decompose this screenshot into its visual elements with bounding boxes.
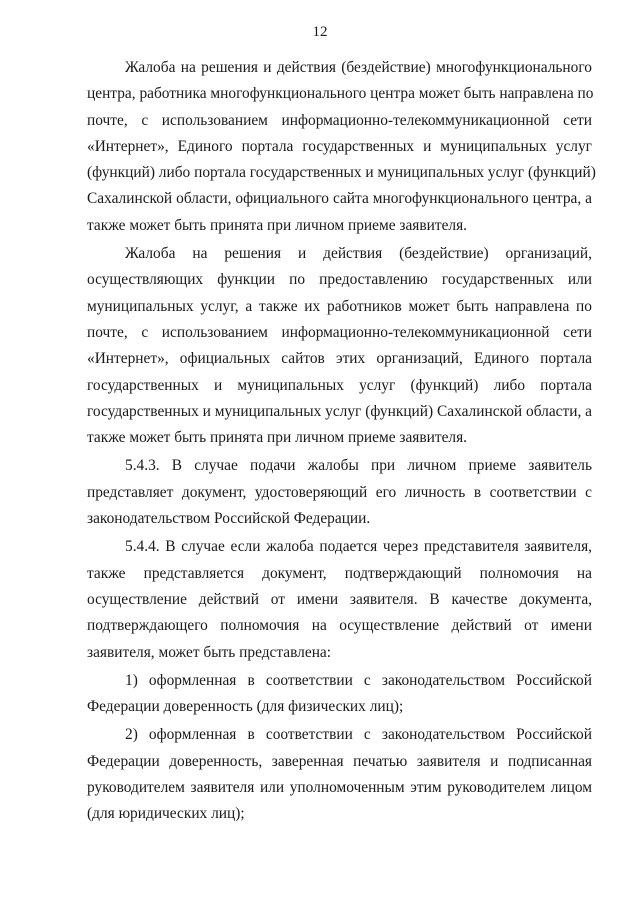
text-line: почте, с использованием информационно-телекоммуникационной сети	[87, 323, 592, 341]
text-line: подтверждающего полномочия на осуществление действий от имени	[87, 617, 592, 635]
text-line: представляет документ, удостоверяющий его личность в соответствии с	[87, 483, 592, 501]
text-line: почте, с использованием информационно-телекоммуникационной сети	[87, 111, 592, 129]
text-line: Сахалинской области, официального сайта многофункционального центра, а	[87, 190, 592, 208]
list-item-2	[87, 722, 592, 827]
text-line: осуществление действий от имени заявителя. В качестве документа,	[87, 590, 592, 608]
text-line: осуществляющих функции по предоставлению государственных или	[87, 271, 592, 289]
text-line: 2) оформленная в соответствии с законодательством Российской	[125, 726, 592, 744]
text-line: «Интернет», официальных сайтов этих организаций, Единого портала	[87, 350, 592, 368]
text-line: (функций) либо портала государственных и муниципальных услуг (функций)	[87, 164, 596, 182]
text-line: 5.4.4. В случае если жалоба подается через представителя заявителя,	[125, 538, 592, 556]
text-line: государственных и муниципальных услуг (функций) либо портала	[87, 376, 592, 394]
list-item-1	[87, 668, 592, 721]
text-line: заявителя, может быть представлена:	[87, 643, 332, 661]
document-body	[87, 55, 596, 830]
text-line: Жалоба на решения и действия (бездействие) многофункционального	[125, 59, 592, 76]
text-line: «Интернет», Единого портала государственных и муниципальных услуг	[87, 137, 592, 155]
text-line: 5.4.3. В случае подачи жалобы при личном приеме заявитель	[125, 457, 592, 475]
text-line: государственных и муниципальных услуг (функций) Сахалинской области, а	[87, 402, 592, 420]
text-line: также может быть принята при личном приеме заявителя.	[87, 216, 468, 234]
text-line: муниципальных услуг, а также их работников может быть направлена по	[87, 297, 592, 315]
paragraph-complaint-organizations	[87, 241, 592, 451]
text-line: Федерации доверенность (для физических лиц);	[87, 698, 404, 716]
text-line: центра, работника многофункционального центра может быть направлена по	[87, 85, 594, 103]
text-line: законодательством Российской Федерации.	[87, 510, 371, 528]
text-line: также может быть принята при личном приеме заявителя.	[87, 429, 468, 447]
paragraph-complaint-mfc	[87, 55, 596, 239]
text-line: руководителем заявителя или уполномоченным этим руководителем лицом	[87, 779, 592, 797]
page-number: 12	[312, 24, 328, 40]
paragraph-5-4-4	[87, 534, 592, 665]
text-line: (для юридических лиц);	[87, 805, 245, 823]
text-line: Федерации доверенность, заверенная печатью заявителя и подписанная	[87, 752, 592, 770]
paragraph-5-4-3	[87, 453, 592, 532]
text-line: Жалоба на решения и действия (бездействие) организаций,	[125, 245, 592, 263]
text-line: также представляется документ, подтверждающий полномочия на	[87, 564, 592, 582]
text-line: 1) оформленная в соответствии с законодательством Российской	[125, 671, 592, 689]
